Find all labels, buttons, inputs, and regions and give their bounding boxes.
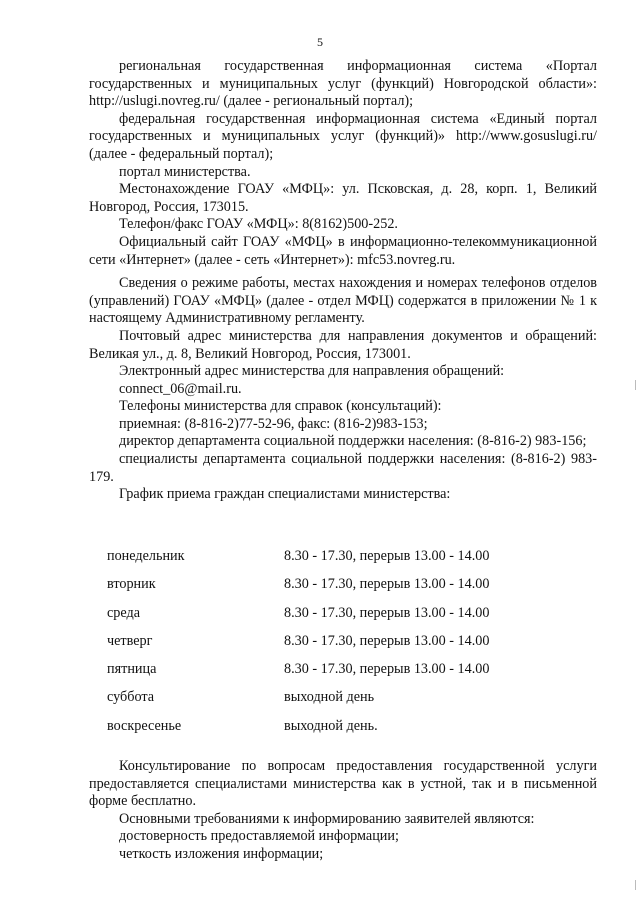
schedule-hours: выходной день. xyxy=(284,717,378,734)
schedule-day: суббота xyxy=(107,689,155,706)
schedule-hours: выходной день xyxy=(284,689,375,706)
paragraph-mfc-departments: Сведения о режиме работы, местах нахождения и номерах телефонов отделов (управлений) ГОАУ «МФЦ» (далее - отдел МФЦ) содержатся в приложении № 1 к настоящему Административному регламенту. xyxy=(89,275,597,327)
paragraph-mfc-phone: Телефон/факс ГОАУ «МФЦ»: 8(8162)500-252. xyxy=(119,216,398,233)
schedule-row xyxy=(107,633,527,661)
paragraph-email-intro: Электронный адрес министерства для направления обращений: xyxy=(119,363,505,380)
schedule-day: пятница xyxy=(107,661,157,678)
paragraph-phones-intro: Телефоны министерства для справок (консультаций): xyxy=(119,398,442,415)
schedule-row xyxy=(107,689,527,717)
paragraph-mfc-site: Официальный сайт ГОАУ «МФЦ» в информационно-телекоммуникационной сети «Интернет» (далее - сеть «Интернет»): mfc53.novreg.ru. xyxy=(89,233,597,268)
schedule-hours: 8.30 - 17.30, перерыв 13.00 - 14.00 xyxy=(284,548,490,564)
schedule-day: четверг xyxy=(107,632,153,649)
schedule-day: вторник xyxy=(107,576,156,593)
schedule-day: среда xyxy=(107,604,141,621)
paragraph-mfc-location: Местонахождение ГОАУ «МФЦ»: ул. Псковская, д. 28, корп. 1, Великий Новгород, Россия, 173015. xyxy=(89,181,597,215)
schedule-day: воскресенье xyxy=(107,717,182,734)
schedule-day: понедельник xyxy=(107,548,185,564)
schedule-hours: 8.30 - 17.30, перерыв 13.00 - 14.00 xyxy=(284,632,490,649)
paragraph-consulting: Консультирование по вопросам предоставления государственной услуги предоставляется специалистами министерства как в устной, так и в письменной форме бесплатно. xyxy=(89,758,597,810)
schedule-hours: 8.30 - 17.30, перерыв 13.00 - 14.00 xyxy=(284,576,490,593)
paragraph-email: connect_06@mail.ru. xyxy=(119,380,242,397)
paragraph-requirements-intro: Основными требованиями к информированию заявителей являются: xyxy=(119,810,535,827)
paragraph-ministry-portal: портал министерства. xyxy=(119,163,251,180)
schedule-row xyxy=(107,661,527,689)
text-block-top xyxy=(89,58,597,504)
paragraph-federal-portal: федеральная государственная информационная система «Единый портал государственных и муниципальных услуг (функций)» http://www.gosuslugi.ru/ (далее - федеральный портал); xyxy=(89,110,597,162)
schedule-table xyxy=(107,548,527,746)
paragraph-specialists-phone: специалисты департамента социальной поддержки населения: (8-816-2) 983-179. xyxy=(89,451,597,485)
page-number: 5 xyxy=(317,35,323,49)
paragraph-requirement-clarity: четкость изложения информации; xyxy=(119,845,324,862)
schedule-row xyxy=(107,576,527,604)
schedule-row xyxy=(107,605,527,633)
schedule-row xyxy=(107,548,527,576)
paragraph-requirement-accuracy: достоверность предоставляемой информации; xyxy=(119,828,399,845)
text-block-bottom xyxy=(89,758,597,864)
paragraph-schedule-intro: График приема граждан специалистами министерства: xyxy=(119,486,451,503)
paragraph-regional-portal: региональная государственная информационная система «Портал государственных и муниципальных услуг (функций) Новгородской области»: http://uslugi.novreg.ru/ (далее - региональный портал); xyxy=(89,58,597,110)
paragraph-director-phone: директор департамента социальной поддержки населения: (8-816-2) 983-156; xyxy=(119,433,587,450)
scan-margin-mark xyxy=(635,380,636,390)
paragraph-postal-address: Почтовый адрес министерства для направления документов и обращений: Великая ул., д. 8, Великий Новгород, Россия, 173001. xyxy=(89,327,597,362)
scan-margin-mark xyxy=(635,880,636,890)
schedule-hours: 8.30 - 17.30, перерыв 13.00 - 14.00 xyxy=(284,604,490,621)
paragraph-reception-phone: приемная: (8-816-2)77-52-96, факс: (816-2)983-153; xyxy=(119,415,428,432)
schedule-hours: 8.30 - 17.30, перерыв 13.00 - 14.00 xyxy=(284,661,490,678)
schedule-row xyxy=(107,718,527,746)
